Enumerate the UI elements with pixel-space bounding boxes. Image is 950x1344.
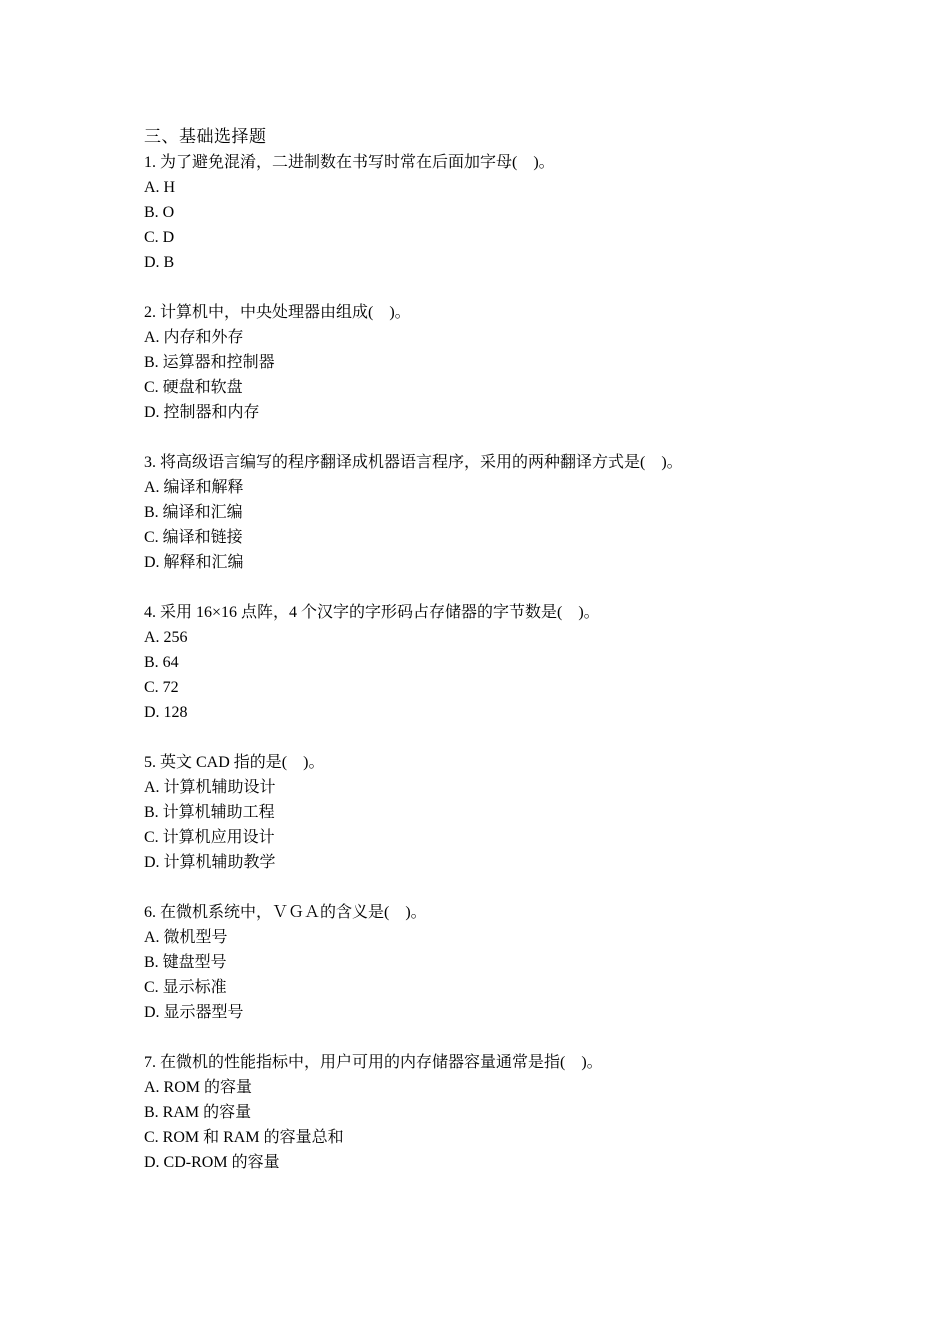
option-a: A. 编译和解释 — [144, 479, 244, 496]
option-d: D. 显示器型号 — [144, 1004, 244, 1021]
question-1 — [144, 150, 844, 275]
document-page — [144, 124, 844, 1200]
question-6 — [144, 900, 844, 1025]
option-c: C. 编译和链接 — [144, 529, 243, 546]
option-c: C. 72 — [144, 679, 179, 696]
option-b: B. RAM 的容量 — [144, 1104, 252, 1121]
question-4 — [144, 600, 844, 725]
question-stem: 6. 在微机系统中，ＶＧＡ的含义是( )。 — [144, 904, 427, 921]
section-title: 三、基础选择题 — [144, 127, 267, 147]
option-b: B. 编译和汇编 — [144, 504, 243, 521]
option-c: C. 硬盘和软盘 — [144, 379, 243, 396]
option-d: D. 128 — [144, 704, 188, 721]
option-d: D. 控制器和内存 — [144, 404, 260, 421]
option-b: B. 键盘型号 — [144, 954, 227, 971]
question-stem: 1. 为了避免混淆，二进制数在书写时常在后面加字母( )。 — [144, 154, 555, 171]
question-5 — [144, 750, 844, 875]
question-stem: 3. 将高级语言编写的程序翻译成机器语言程序，采用的两种翻译方式是( )。 — [144, 454, 683, 471]
option-b: B. 运算器和控制器 — [144, 354, 275, 371]
option-c: C. 显示标准 — [144, 979, 227, 996]
question-stem: 7. 在微机的性能指标中，用户可用的内存储器容量通常是指( )。 — [144, 1054, 603, 1071]
option-a: A. 计算机辅助设计 — [144, 779, 276, 796]
option-b: B. 计算机辅助工程 — [144, 804, 275, 821]
option-a: A. 微机型号 — [144, 929, 228, 946]
option-a: A. 256 — [144, 629, 188, 646]
option-d: D. B — [144, 254, 175, 271]
option-b: B. O — [144, 204, 175, 221]
option-c: C. ROM 和 RAM 的容量总和 — [144, 1129, 344, 1146]
question-stem: 4. 采用 16×16 点阵，4 个汉字的字形码占存储器的字节数是( )。 — [144, 604, 600, 621]
question-stem: 2. 计算机中，中央处理器由组成( )。 — [144, 304, 411, 321]
question-3 — [144, 450, 844, 575]
option-a: A. 内存和外存 — [144, 329, 244, 346]
option-c: C. D — [144, 229, 175, 246]
option-a: A. ROM 的容量 — [144, 1079, 253, 1096]
question-7 — [144, 1050, 844, 1175]
option-a: A. H — [144, 179, 176, 196]
question-stem: 5. 英文 CAD 指的是( )。 — [144, 754, 325, 771]
option-d: D. 解释和汇编 — [144, 554, 244, 571]
option-d: D. CD-ROM 的容量 — [144, 1154, 280, 1171]
option-b: B. 64 — [144, 654, 179, 671]
option-c: C. 计算机应用设计 — [144, 829, 275, 846]
question-2 — [144, 300, 844, 425]
option-d: D. 计算机辅助教学 — [144, 854, 276, 871]
